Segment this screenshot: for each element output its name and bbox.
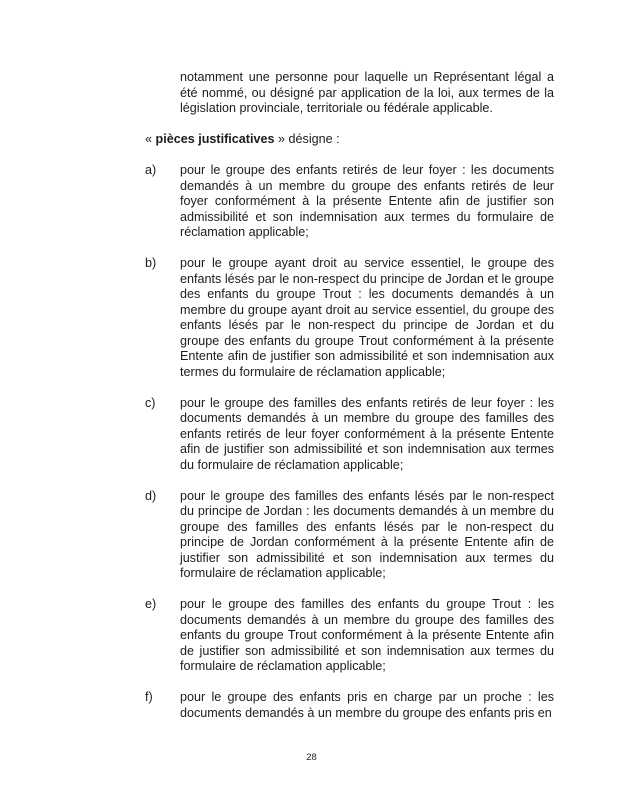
intro-paragraph: notamment une personne pour laquelle un Représentant légal a été nommé, ou désigné par application de la loi, aux termes de la législation provinciale, territoriale ou fédérale applicable. (180, 70, 554, 115)
item-marker: e) (145, 597, 157, 611)
definition-line (145, 132, 554, 148)
page-number: 28 (306, 752, 317, 763)
item-text: pour le groupe des enfants retirés de leur foyer : les documents demandés à un membre du groupe des enfants retirés de leur foyer conformément à la présente Entente afin de justifier son admissibilité et son indemnisation aux termes du formulaire de réclamation applicable; (180, 163, 554, 239)
list-item-c (145, 396, 554, 474)
item-text: pour le groupe des enfants pris en charge par un proche : les documents demandés à un membre du groupe des enfants pris en (180, 690, 554, 720)
item-marker: a) (145, 163, 157, 177)
item-marker: c) (145, 395, 156, 410)
item-text: pour le groupe des familles des enfants lésés par le non-respect du principe de Jordan : les documents demandés à un membre du groupe des familles des enfants lésés par le non-respect du principe de Jordan conformément à la présente Entente afin de justifier son admissibilité et son indemnisation aux termes du formulaire de réclamation applicable; (180, 488, 554, 580)
defined-term: pièces justificatives (155, 132, 275, 146)
definition-suffix: » désigne : (274, 132, 340, 146)
list-item-d (145, 489, 554, 582)
list-item-b (145, 256, 554, 380)
list-item-e (145, 597, 554, 675)
list-item-a (145, 163, 554, 241)
item-text: pour le groupe des familles des enfants du groupe Trout : les documents demandés à un membre du groupe des familles des enfants du groupe Trout conformément à la présente Entente afin de justifier son admissibilité et son indemnisation aux termes du formulaire de réclamation applicable; (180, 597, 554, 673)
list-item-f (145, 690, 554, 721)
item-marker: f) (145, 690, 153, 704)
item-text: pour le groupe ayant droit au service essentiel, le groupe des enfants lésés par le non-respect du principe de Jordan et le groupe des enfants du groupe Trout : les documents demandés à un membre du groupe ayant droit au service essentiel, du groupe des enfants lésés par le non-respect du principe de Jordan et du groupe des enfants du groupe Trout conformément à la présente Entente afin de justifier son admissibilité et son indemnisation aux termes du formulaire de réclamation applicable; (180, 256, 554, 379)
document-body (145, 70, 554, 721)
item-marker: b) (145, 256, 157, 270)
open-guillemet: « (145, 132, 156, 146)
item-text: pour le groupe des familles des enfants retirés de leur foyer : les documents demandés à un membre du groupe des familles des enfants retirés de leur foyer conformément à la présente Entente afin de justifier son admissibilité et son indemnisation aux termes du formulaire de réclamation applicable; (180, 395, 554, 472)
item-marker: d) (145, 488, 157, 503)
